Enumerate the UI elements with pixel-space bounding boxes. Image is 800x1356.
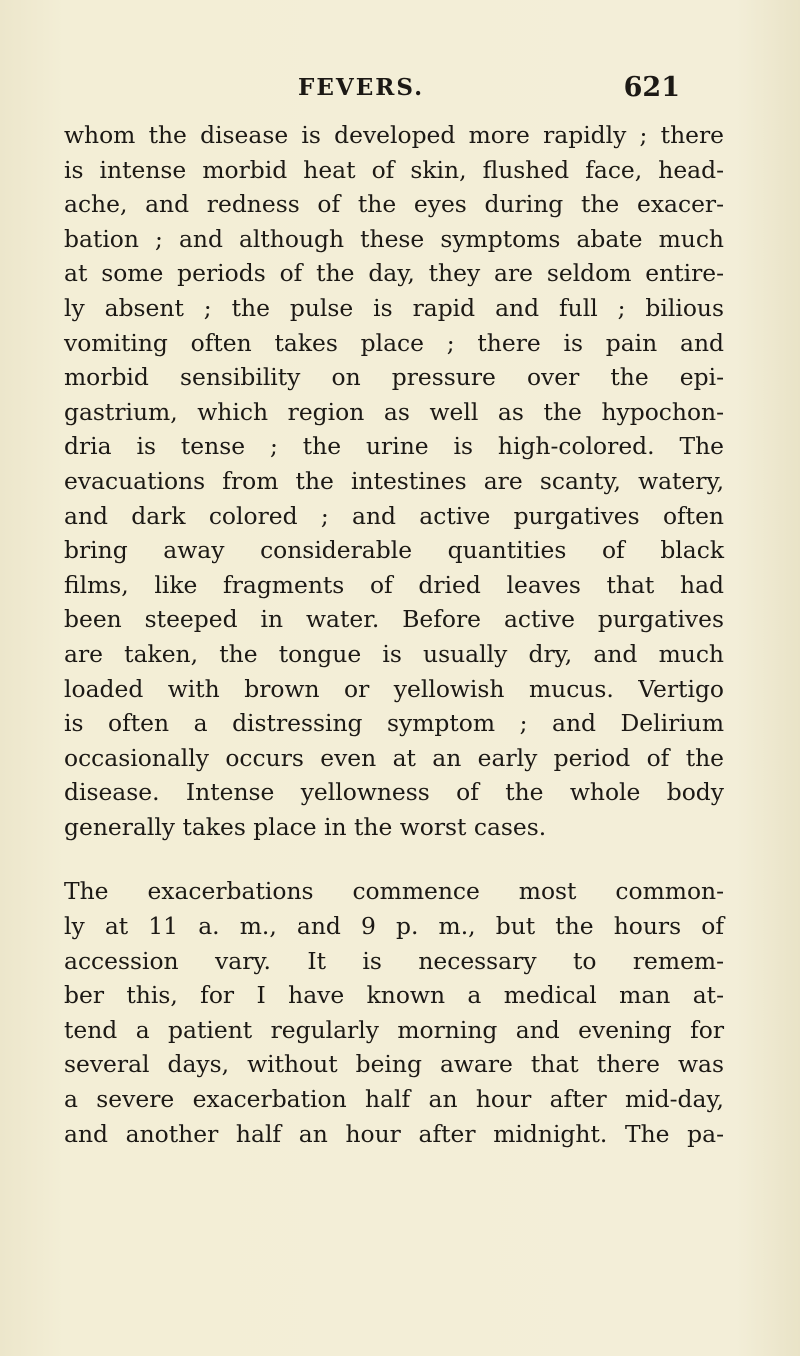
text-line: tend a patient regularly morning and evening for (64, 1015, 724, 1044)
text-line: gastrium, which region as well as the hypochon- (64, 397, 724, 426)
text-line: disease. Intense yellowness of the whole body (64, 778, 724, 807)
text-line: bring away considerable quantities of black (64, 536, 724, 565)
page-number: 621 (623, 72, 680, 103)
text-line: The exacerbations commence most common- (64, 877, 724, 906)
text-line: morbid sensibility on pressure over the epi- (64, 363, 724, 392)
text-line: at some periods of the day, they are seldom entire- (64, 259, 724, 288)
text-line: are taken, the tongue is usually dry, and much (64, 639, 724, 668)
text-line: ache, and redness of the eyes during the exacer- (64, 190, 724, 219)
running-head (100, 72, 690, 116)
text-line: accession vary. It is necessary to remem- (64, 946, 724, 975)
text-line: and dark colored ; and active purgatives often (64, 501, 724, 530)
paragraph-2 (64, 874, 724, 1151)
text-line: ly at 11 a. m., and 9 p. m., but the hours of (64, 912, 724, 941)
text-line: evacuations from the intestines are scanty, watery, (64, 466, 724, 495)
text-line: and another half an hour after midnight. The pa- (64, 1119, 724, 1148)
text-line: ly absent ; the pulse is rapid and full ; bilious (64, 293, 724, 322)
chapter-title: FEVERS. (298, 74, 425, 101)
paragraph-1 (64, 118, 724, 844)
text-line: loaded with brown or yellowish mucus. Vertigo (64, 674, 724, 703)
text-line: whom the disease is developed more rapidly ; there (64, 121, 724, 149)
text-line: dria is tense ; the urine is high-colored. The (64, 432, 724, 461)
body-text (64, 118, 724, 1151)
text-line: a severe exacerbation half an hour after mid-day, (64, 1085, 724, 1114)
text-line: is intense morbid heat of skin, flushed face, head- (64, 155, 724, 184)
text-line: films, like fragments of dried leaves that had (64, 570, 724, 599)
text-line: generally takes place in the worst cases. (64, 812, 547, 841)
text-line: ber this, for I have known a medical man at- (64, 981, 724, 1010)
text-line: several days, without being aware that there was (64, 1050, 724, 1079)
text-line: bation ; and although these symptoms abate much (64, 224, 724, 253)
text-line: vomiting often takes place ; there is pain and (64, 328, 724, 357)
text-line: occasionally occurs even at an early period of the (64, 743, 724, 772)
text-line: is often a distressing symptom ; and Delirium (64, 709, 724, 738)
text-line: been steeped in water. Before active purgatives (64, 605, 724, 634)
